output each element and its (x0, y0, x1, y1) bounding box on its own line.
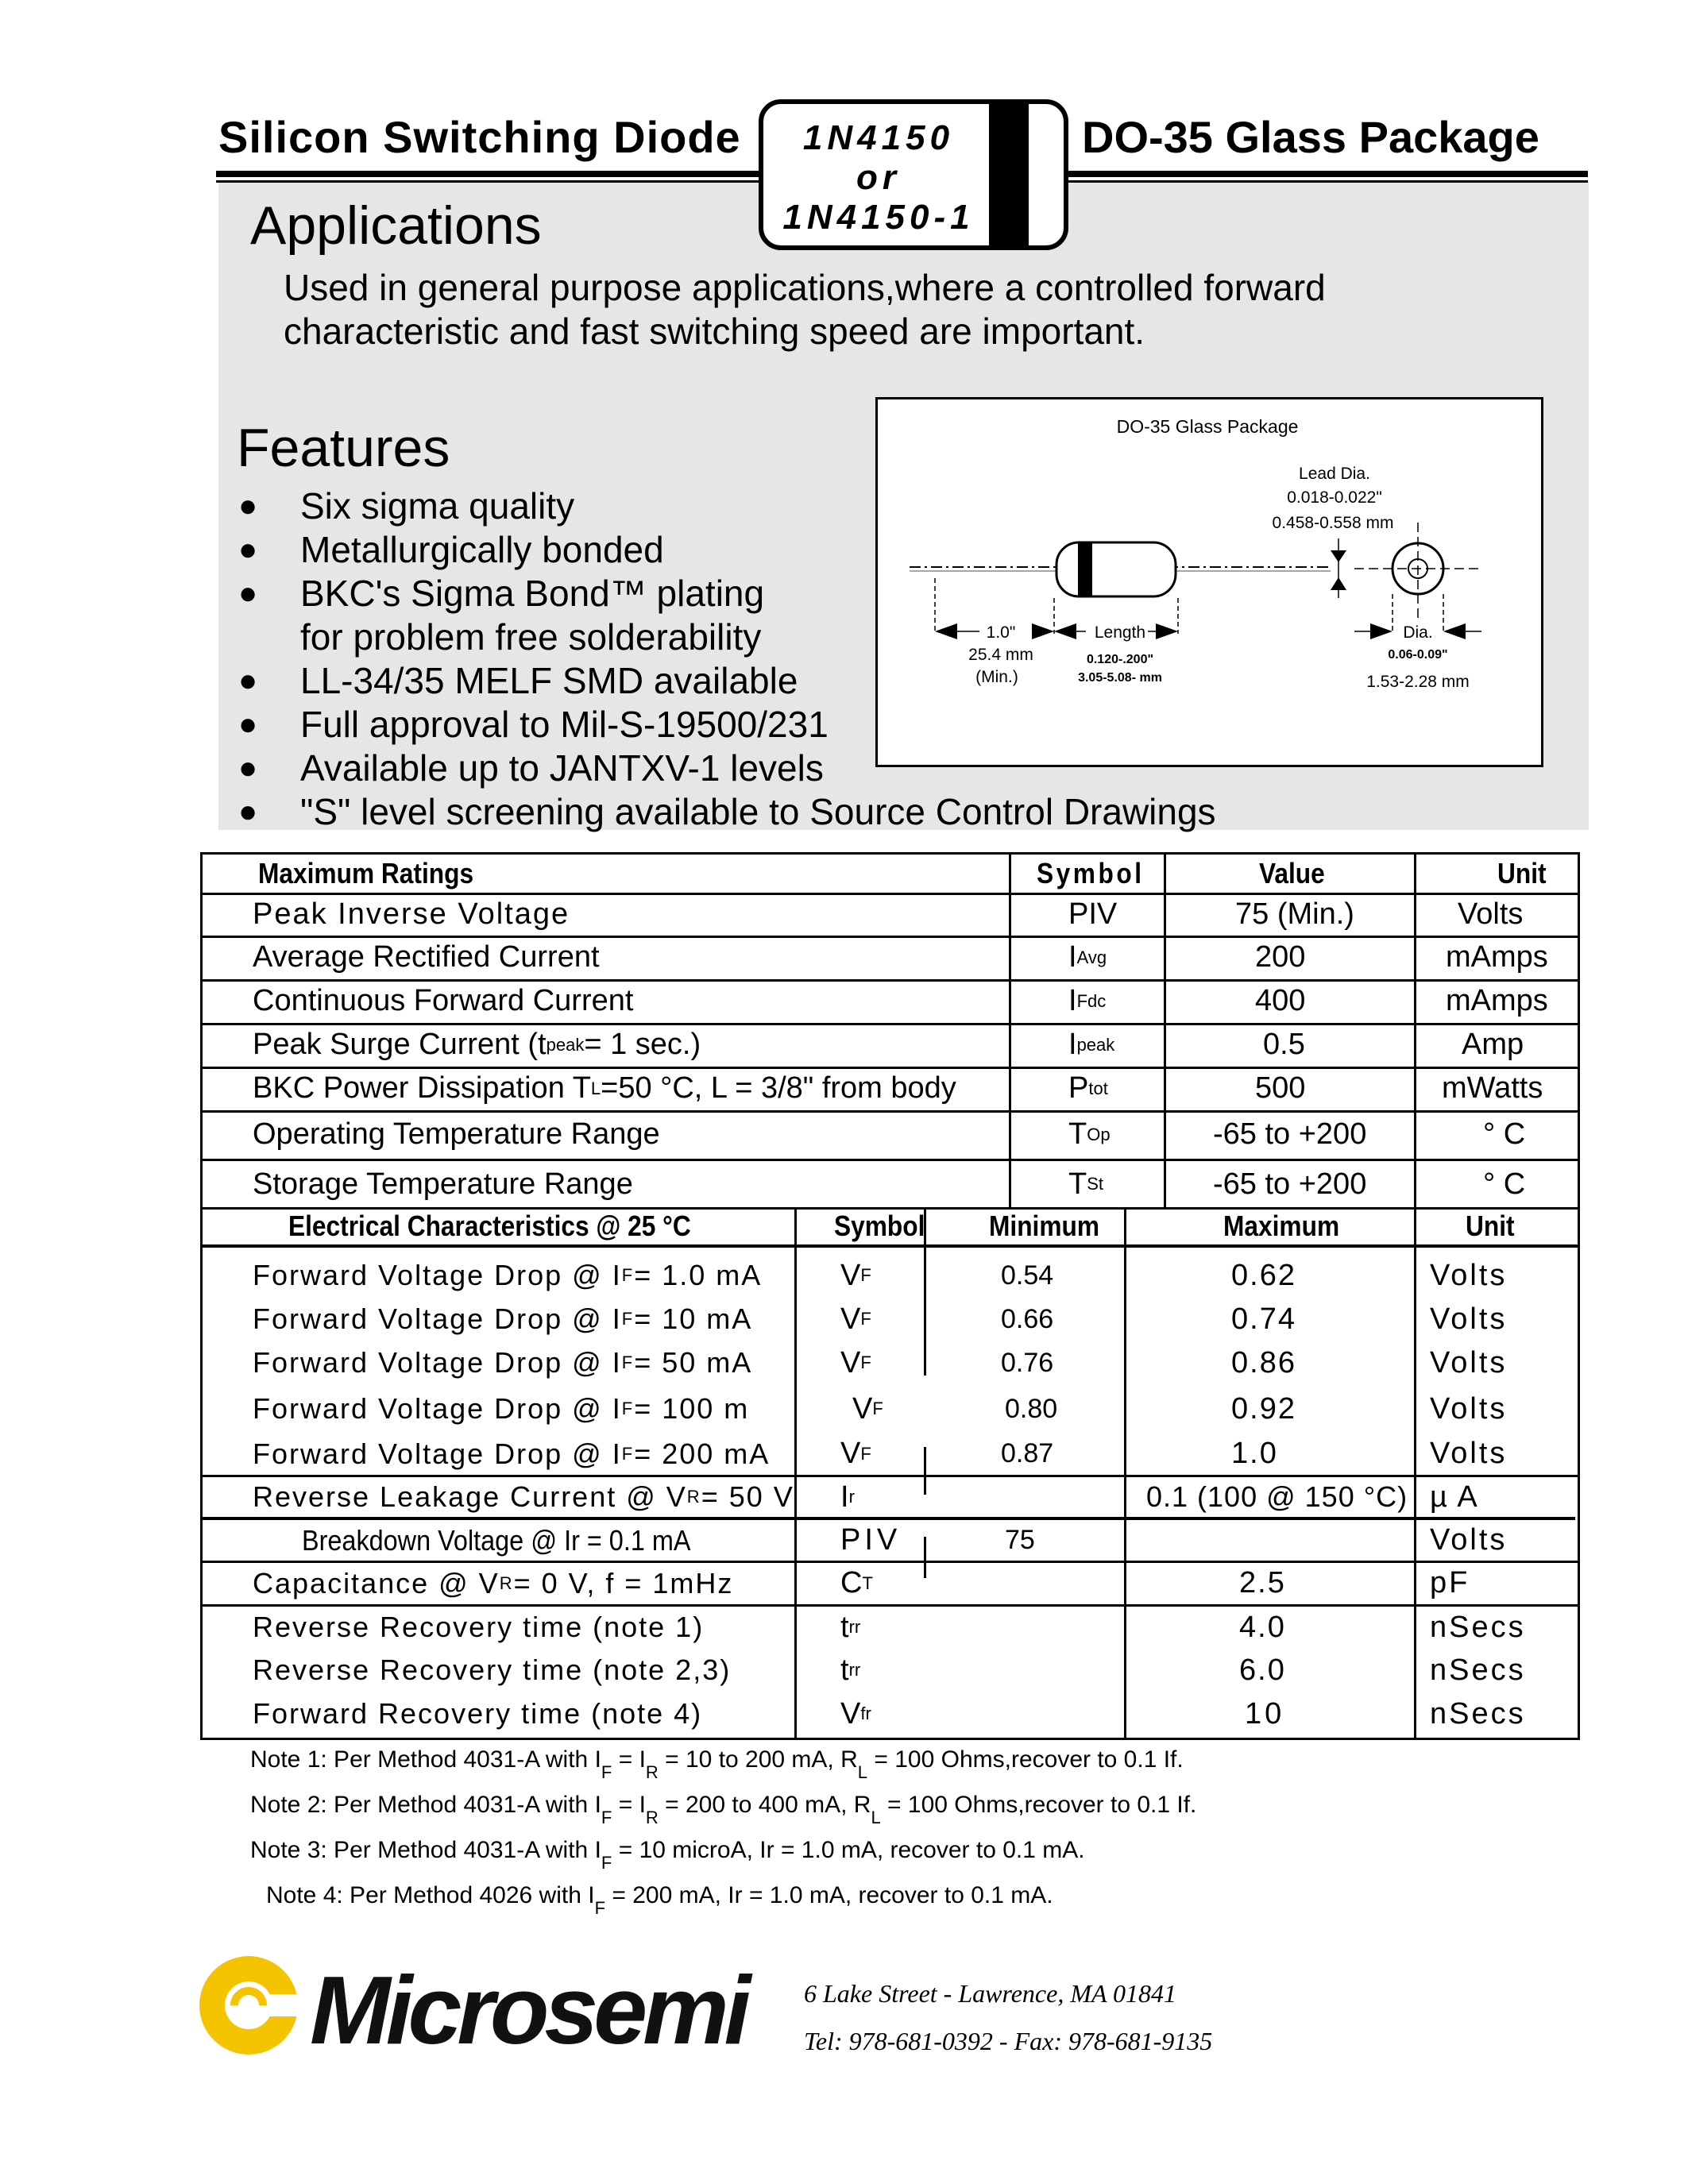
company-address (804, 1970, 1212, 2065)
microsemi-logo-mark (195, 1950, 782, 2061)
feature-item: ● Full approval to Mil-S-19500/231 (238, 704, 829, 745)
table-row: Operating Temperature Range T Op -65 to +200 ° C (253, 1117, 1526, 1151)
feature-item: ● LL-34/35 MELF SMD available (238, 660, 798, 701)
bullet-icon: ● (238, 576, 258, 611)
note-2: Note 2: Per Method 4031-A with $I_F = I_R = 200$ to 400 mA, $R_L = 100$ Ohms,recover to 0.1 If. (250, 1792, 1197, 1827)
lead-length-inches: 1.0" (986, 623, 1016, 642)
cathode-band (1078, 543, 1092, 596)
max-ratings-header-row: Maximum Ratings Symbol Value Unit (258, 857, 1547, 889)
table-row: Reverse Leakage Current @ V R = 50 V I r 0.1 (100 @ 150 °C) µ A (253, 1480, 1479, 1514)
lead-length-mm: 25.4 mm (968, 646, 1033, 664)
dia-inches: 0.06-0.09" (1388, 648, 1448, 662)
table-row: Reverse Recovery time (note 1) t rr 4.0 nSecs (253, 1610, 1526, 1644)
header-title-left: Silicon Switching Diode (218, 112, 741, 162)
table-row: Forward Voltage Drop @ I F = 50 mA V F 0.76 0.86 Volts (253, 1345, 1508, 1379)
logo-wordmark: Microsemi (310, 1956, 747, 2061)
table-row: Peak Inverse Voltage PIV 75 (Min.) Volts (253, 897, 1524, 931)
part-number-2: 1N4150-1 (782, 198, 975, 237)
length-arrow-right (1032, 623, 1054, 639)
length-arrow-left (935, 623, 957, 639)
address-line: 6 Lake Street - Lawrence, MA 01841 (804, 1979, 1176, 2008)
max-ratings-table (200, 852, 1580, 1210)
table-row: Capacitance @ V R = 0 V, f = 1mHz C T 2.5 pF (253, 1566, 1470, 1599)
diode-body (1056, 542, 1176, 596)
package-drawing (878, 399, 1541, 765)
applications-text (284, 266, 1475, 353)
bullet-icon: ● (238, 751, 258, 785)
length-mm: 3.05-5.08- mm (1078, 671, 1162, 685)
header-title-right: DO-35 Glass Package (1082, 112, 1539, 162)
lead-dia-label: Lead Dia. (1299, 465, 1370, 483)
table-row: Average Rectified Current I Avg 200 mAmps (253, 940, 1548, 974)
bullet-icon: ● (238, 532, 258, 567)
note-1: Note 1: Per Method 4031-A with $I_F = I_R = 10$ to 200 mA, $R_L = 100$ Ohms,recover to 0.1 If. (250, 1746, 1184, 1782)
applications-heading: Applications (250, 195, 542, 256)
feature-item: ● "S" level screening available to Source Control Drawings (238, 791, 1216, 832)
lead-dia-inches: 0.018-0.022" (1287, 488, 1382, 507)
feature-item: ● Metallurgically bonded (238, 529, 664, 570)
part-number-badge (759, 99, 1068, 250)
phone-line: Tel: 978-681-0392 - Fax: 978-681-9135 (804, 2027, 1213, 2055)
table-row: Forward Recovery time (note 4) V fr 10 nSecs (253, 1696, 1526, 1731)
feature-item: ● BKC's Sigma Bond™ plating (238, 573, 765, 614)
table-row: Peak Surge Current (t peak = 1 sec.) I peak 0.5 Amp (253, 1028, 1524, 1061)
table-row: Forward Voltage Drop @ I F = 10 mA V F 0.66 0.74 Volts (253, 1302, 1508, 1336)
note-4: Note 4: Per Method 4026 with $I_F = 200$ mA, Ir = 1.0 mA, recover to 0.1 mA. (266, 1882, 1053, 1918)
bullet-icon: ● (238, 488, 258, 523)
applications-line-2: characteristic and fast switching speed are important. (284, 311, 1145, 352)
bullet-icon: ● (238, 663, 258, 698)
package-diagram (875, 397, 1543, 767)
bullet-icon: ● (238, 707, 258, 742)
bullet-icon: ● (238, 794, 258, 829)
table-row: Continuous Forward Current I Fdc 400 mAmps (253, 984, 1548, 1017)
table-row: BKC Power Dissipation T L =50 °C, L = 3/8" from body P tot 500 mWatts (253, 1071, 1543, 1105)
length-label: Length (1094, 623, 1146, 642)
lead-dia-mm: 0.458-0.558 mm (1272, 514, 1394, 532)
dia-mm: 1.53-2.28 mm (1366, 673, 1470, 691)
table-row: Breakdown Voltage @ Ir = 0.1 mA PIV 75 Volts (302, 1523, 1508, 1557)
table-row: Storage Temperature Range T St -65 to +200 ° C (253, 1167, 1526, 1201)
feature-item: ● Six sigma quality (238, 485, 575, 527)
part-number-or: or (856, 158, 901, 197)
note-3: Note 3: Per Method 4031-A with $I_F = 10$ microA, Ir = 1.0 mA, recover to 0.1 mA. (250, 1837, 1085, 1873)
lead-length-min: (Min.) (975, 668, 1018, 686)
length-inches: 0.120-.200" (1086, 653, 1154, 666)
table-row: Forward Voltage Drop @ I F = 200 mA V F 0.87 1.0 Volts (253, 1437, 1508, 1470)
feature-item: ● Available up to JANTXV-1 levels (238, 747, 824, 789)
part-badge-cathode-band (989, 104, 1029, 245)
feature-item-continued: for problem free solderability (300, 616, 762, 658)
features-heading: Features (237, 418, 450, 478)
electrical-table (200, 1207, 1580, 1740)
electrical-header-row: Electrical Characteristics @ 25 °C Symbol Minimum Maximum Unit (288, 1209, 1515, 1242)
applications-line-1: Used in general purpose applications,where a controlled forward (284, 267, 1326, 308)
table-row: Reverse Recovery time (note 2,3) t rr 6.0 nSecs (253, 1653, 1526, 1687)
notes (250, 1743, 1196, 1924)
table-row: Forward Voltage Drop @ I F = 1.0 mA V F 0.54 0.62 Volts (253, 1258, 1508, 1292)
table-row: Forward Voltage Drop @ I F = 100 m V F 0.80 0.92 Volts (253, 1391, 1508, 1426)
diagram-title: DO-35 Glass Package (1116, 416, 1299, 437)
part-number-1: 1N4150 (802, 118, 955, 157)
microsemi-logo (195, 1950, 782, 2065)
dia-label: Dia. (1403, 623, 1433, 642)
